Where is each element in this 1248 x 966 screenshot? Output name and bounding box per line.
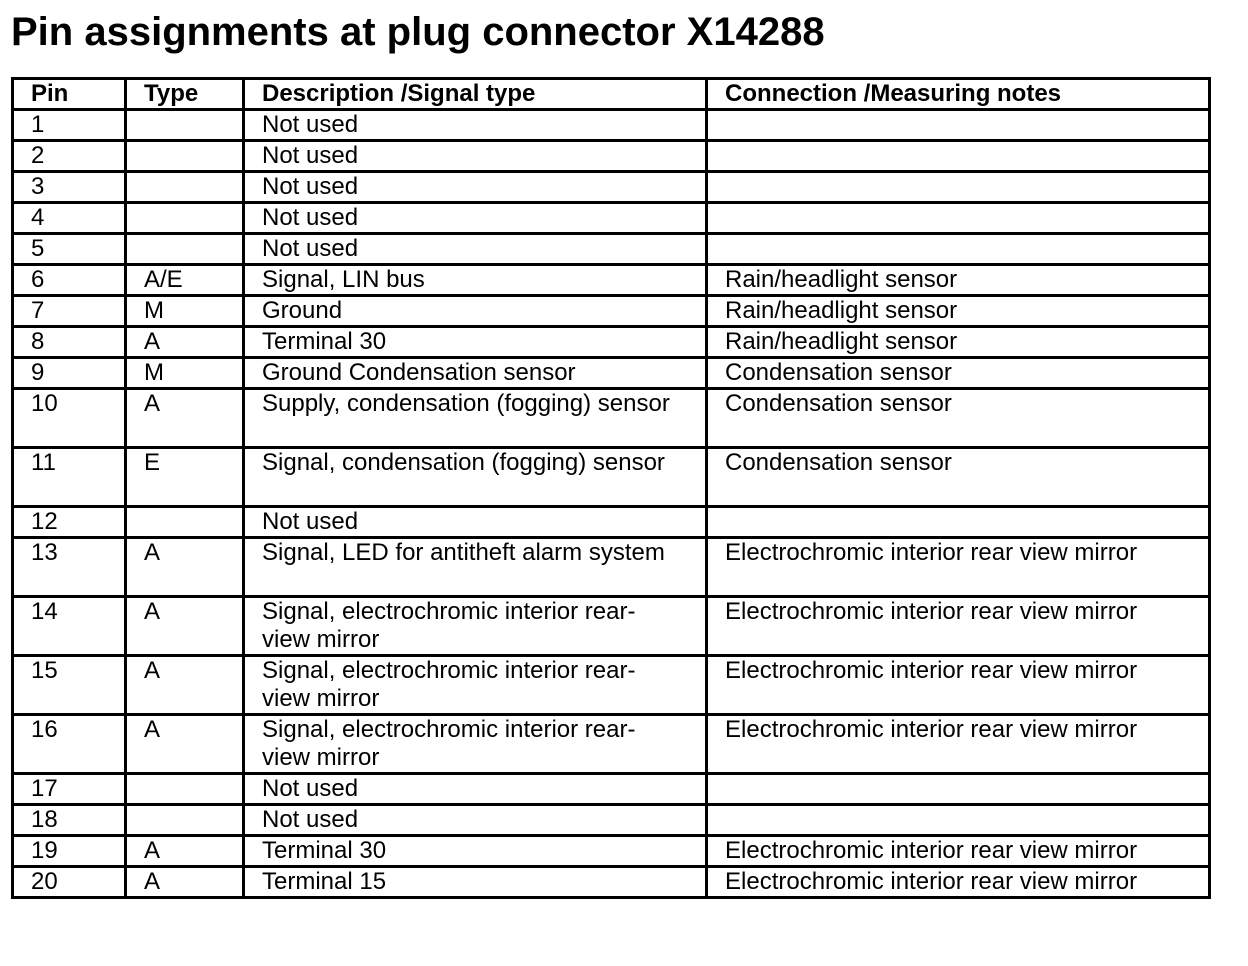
pin-cell: 11 xyxy=(13,448,126,507)
type-cell xyxy=(126,234,244,265)
table-row xyxy=(13,141,1210,172)
description-cell: Signal, condensation (fogging) sensor xyxy=(244,448,707,507)
connection-cell xyxy=(707,110,1210,141)
description-cell: Terminal 30 xyxy=(244,327,707,358)
description-cell: Not used xyxy=(244,805,707,836)
description-cell: Not used xyxy=(244,172,707,203)
description-cell: Signal, LIN bus xyxy=(244,265,707,296)
pin-cell: 12 xyxy=(13,507,126,538)
table-row xyxy=(13,715,1210,774)
pin-cell: 14 xyxy=(13,597,126,656)
description-cell: Not used xyxy=(244,141,707,172)
table-row xyxy=(13,656,1210,715)
type-cell xyxy=(126,172,244,203)
table-row xyxy=(13,538,1210,597)
table-row xyxy=(13,867,1210,898)
pin-cell: 17 xyxy=(13,774,126,805)
pin-cell: 3 xyxy=(13,172,126,203)
type-cell xyxy=(126,805,244,836)
table-row xyxy=(13,836,1210,867)
table-row xyxy=(13,805,1210,836)
connection-cell: Rain/headlight sensor xyxy=(707,327,1210,358)
connection-cell: Electrochromic interior rear view mirror xyxy=(707,867,1210,898)
table-row xyxy=(13,327,1210,358)
pin-cell: 8 xyxy=(13,327,126,358)
description-cell: Not used xyxy=(244,234,707,265)
connection-cell: Rain/headlight sensor xyxy=(707,265,1210,296)
table-row xyxy=(13,358,1210,389)
description-cell: Not used xyxy=(244,774,707,805)
description-cell: Signal, electrochromic interior rear-view mirror xyxy=(244,597,707,656)
table-row xyxy=(13,203,1210,234)
type-cell: A xyxy=(126,836,244,867)
table-row xyxy=(13,296,1210,327)
description-cell: Signal, LED for antitheft alarm system xyxy=(244,538,707,597)
pin-cell: 9 xyxy=(13,358,126,389)
type-cell xyxy=(126,774,244,805)
type-cell: A xyxy=(126,327,244,358)
type-cell: A xyxy=(126,597,244,656)
header-type: Type xyxy=(126,79,244,110)
type-cell: A xyxy=(126,656,244,715)
pin-cell: 2 xyxy=(13,141,126,172)
connection-cell: Condensation sensor xyxy=(707,358,1210,389)
connection-cell: Electrochromic interior rear view mirror xyxy=(707,538,1210,597)
type-cell xyxy=(126,141,244,172)
header-pin: Pin xyxy=(13,79,126,110)
pin-cell: 19 xyxy=(13,836,126,867)
connection-cell xyxy=(707,203,1210,234)
connection-cell xyxy=(707,141,1210,172)
description-cell: Terminal 30 xyxy=(244,836,707,867)
pin-cell: 10 xyxy=(13,389,126,448)
connection-cell xyxy=(707,507,1210,538)
page-title: Pin assignments at plug connector X14288 xyxy=(11,10,825,54)
type-cell: M xyxy=(126,358,244,389)
pin-cell: 6 xyxy=(13,265,126,296)
table-row xyxy=(13,110,1210,141)
connection-cell: Electrochromic interior rear view mirror xyxy=(707,715,1210,774)
description-cell: Signal, electrochromic interior rear-view mirror xyxy=(244,656,707,715)
type-cell: A xyxy=(126,867,244,898)
connection-cell xyxy=(707,805,1210,836)
pin-cell: 18 xyxy=(13,805,126,836)
connection-cell: Condensation sensor xyxy=(707,448,1210,507)
type-cell xyxy=(126,110,244,141)
table-row xyxy=(13,507,1210,538)
table-row xyxy=(13,597,1210,656)
pin-cell: 16 xyxy=(13,715,126,774)
table-row xyxy=(13,448,1210,507)
pin-cell: 4 xyxy=(13,203,126,234)
type-cell xyxy=(126,507,244,538)
pin-cell: 20 xyxy=(13,867,126,898)
description-cell: Terminal 15 xyxy=(244,867,707,898)
table-header-row xyxy=(13,79,1210,110)
connection-cell: Condensation sensor xyxy=(707,389,1210,448)
pin-cell: 13 xyxy=(13,538,126,597)
description-cell: Not used xyxy=(244,110,707,141)
connection-cell: Electrochromic interior rear view mirror xyxy=(707,836,1210,867)
description-cell: Signal, electrochromic interior rear-view mirror xyxy=(244,715,707,774)
pin-cell: 15 xyxy=(13,656,126,715)
pin-assignment-table xyxy=(11,77,1211,899)
connection-cell xyxy=(707,234,1210,265)
description-cell: Ground xyxy=(244,296,707,327)
connection-cell: Electrochromic interior rear view mirror xyxy=(707,656,1210,715)
connection-cell xyxy=(707,172,1210,203)
type-cell: A xyxy=(126,538,244,597)
pin-cell: 1 xyxy=(13,110,126,141)
type-cell: A xyxy=(126,389,244,448)
connection-cell xyxy=(707,774,1210,805)
description-cell: Ground Condensation sensor xyxy=(244,358,707,389)
type-cell: A xyxy=(126,715,244,774)
connection-cell: Electrochromic interior rear view mirror xyxy=(707,597,1210,656)
type-cell: A/E xyxy=(126,265,244,296)
table-row xyxy=(13,172,1210,203)
table-row xyxy=(13,389,1210,448)
pin-cell: 7 xyxy=(13,296,126,327)
type-cell xyxy=(126,203,244,234)
type-cell: E xyxy=(126,448,244,507)
header-description: Description /Signal type xyxy=(244,79,707,110)
table-row xyxy=(13,265,1210,296)
description-cell: Supply, condensation (fogging) sensor xyxy=(244,389,707,448)
type-cell: M xyxy=(126,296,244,327)
description-cell: Not used xyxy=(244,203,707,234)
header-connection: Connection /Measuring notes xyxy=(707,79,1210,110)
connection-cell: Rain/headlight sensor xyxy=(707,296,1210,327)
pin-cell: 5 xyxy=(13,234,126,265)
description-cell: Not used xyxy=(244,507,707,538)
table-row xyxy=(13,234,1210,265)
table-row xyxy=(13,774,1210,805)
